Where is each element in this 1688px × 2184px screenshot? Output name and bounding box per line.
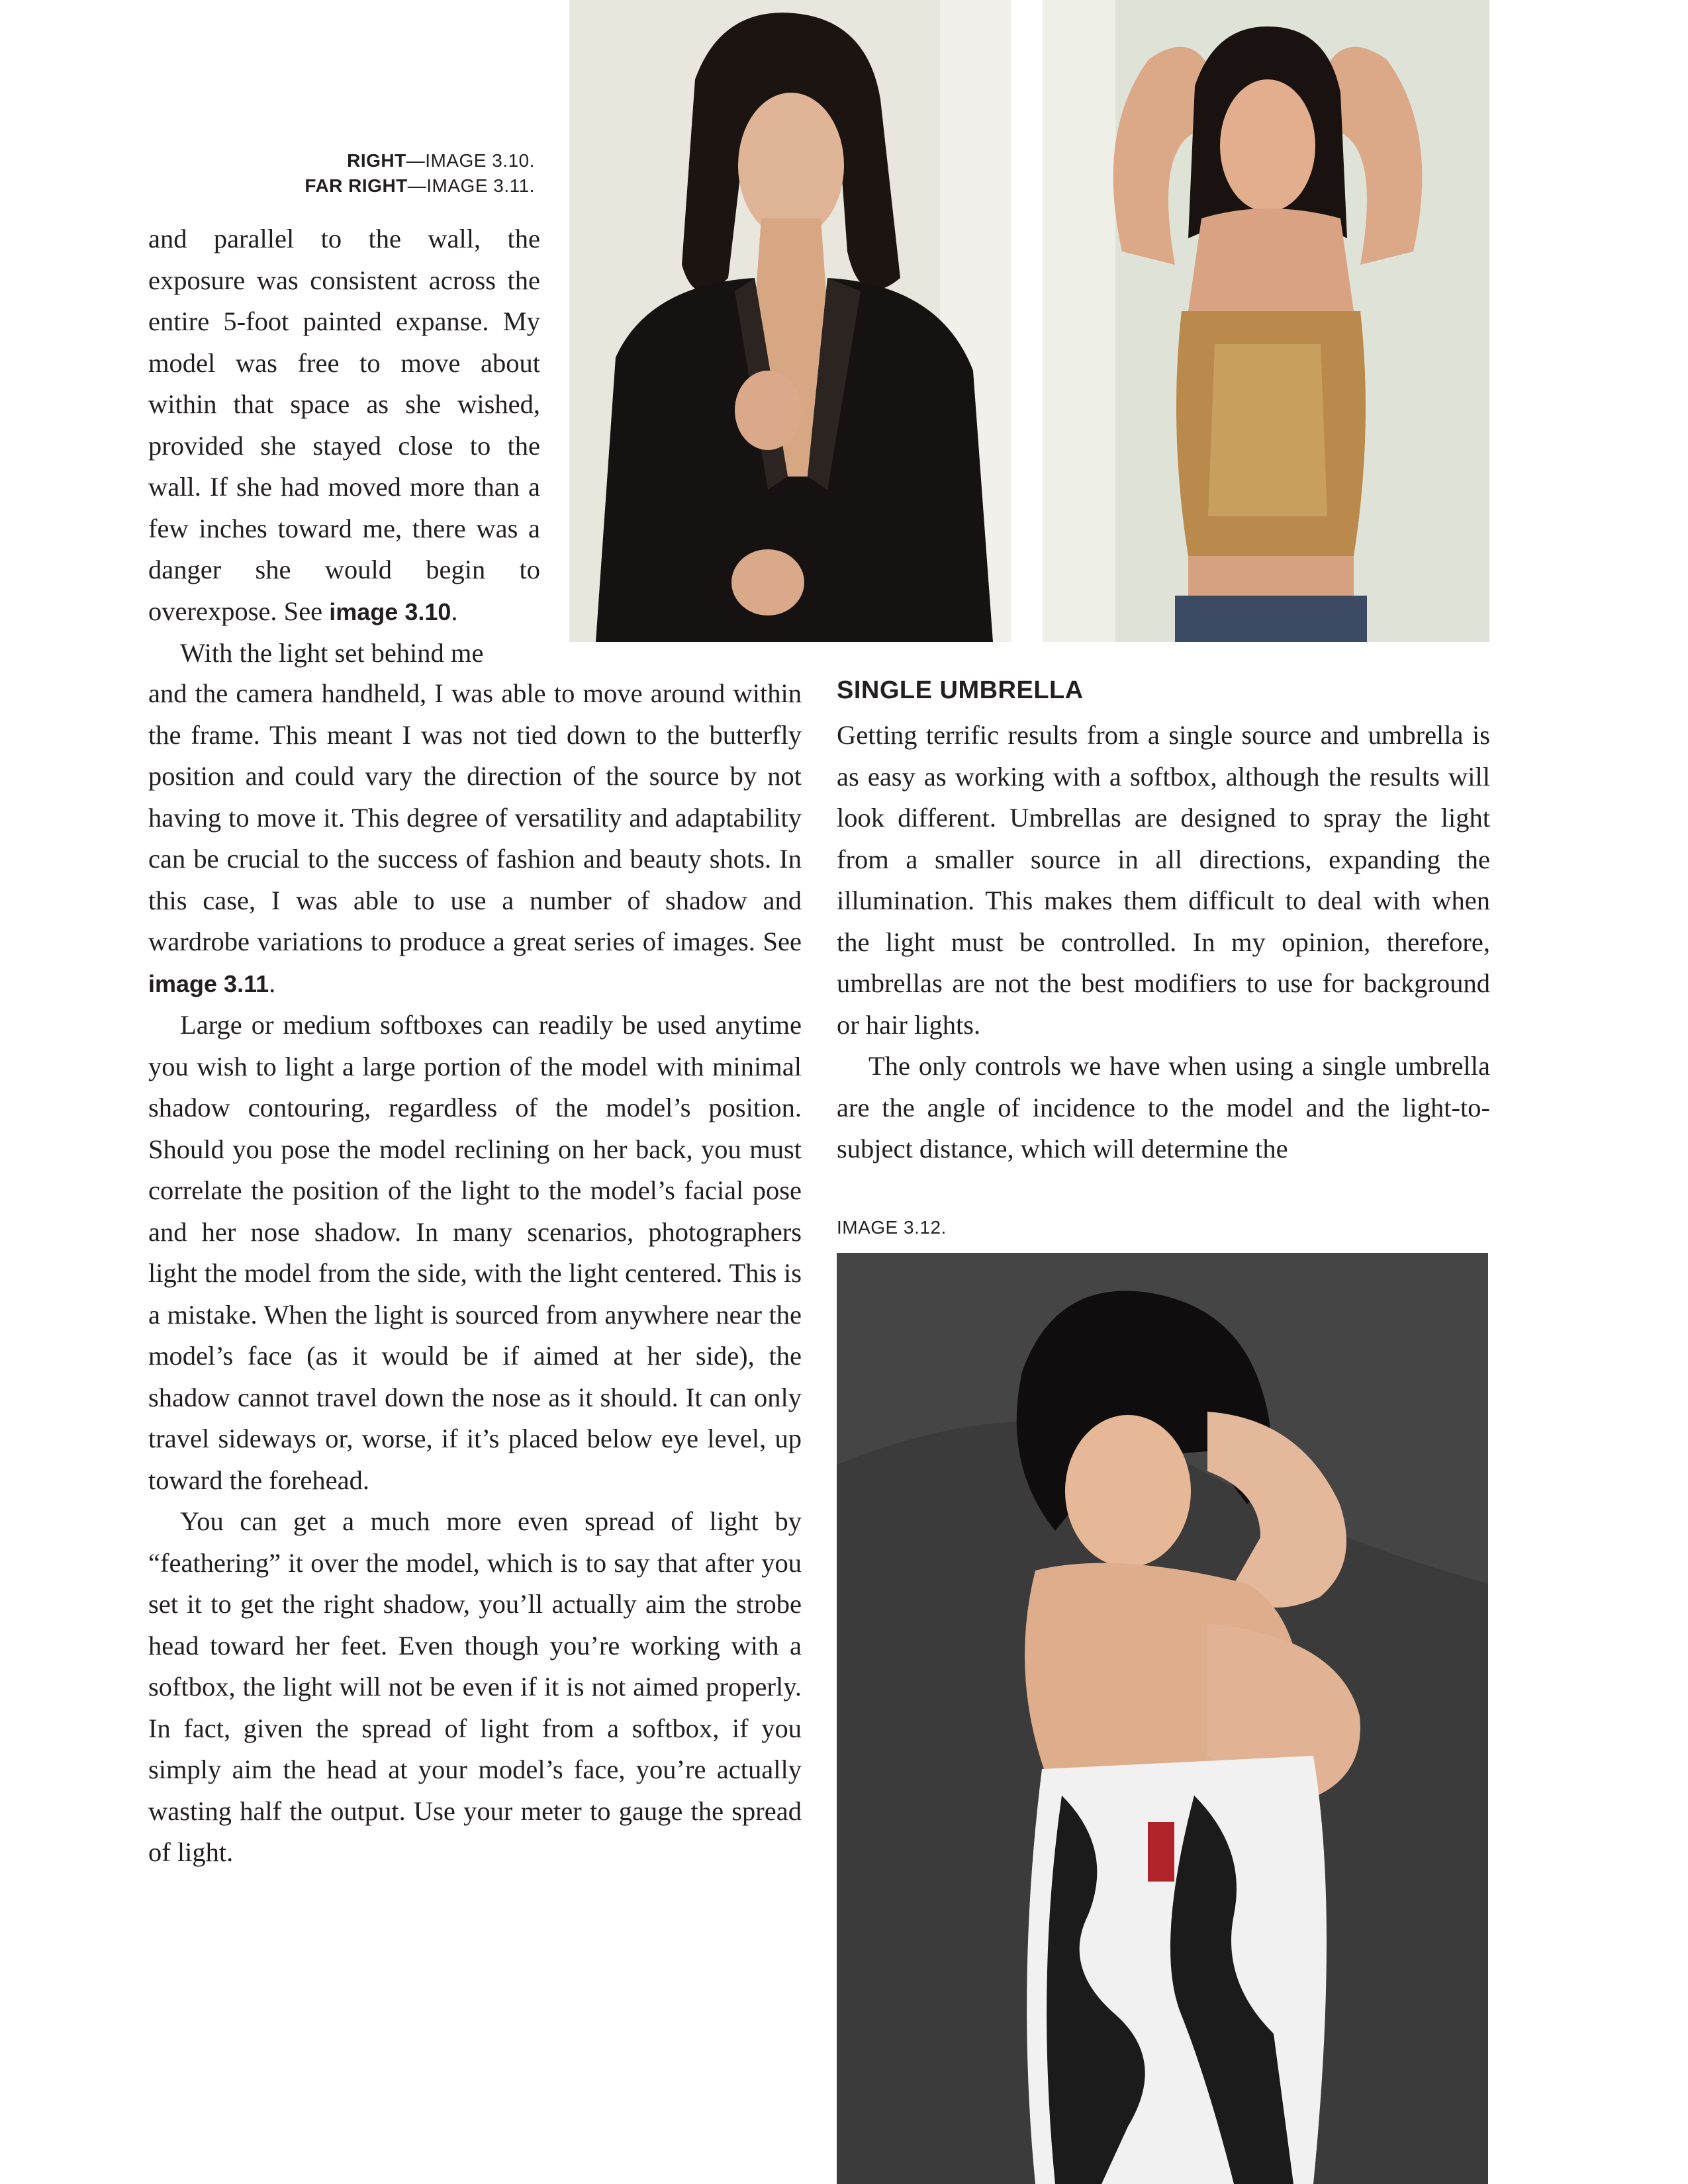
paragraph-1 xyxy=(148,218,540,633)
paragraph-2-rest-text: and the camera handheld, I was able to move around within the frame. This meant I was not tied down to the butterfly position and could vary the direction of the source by not having to move it. This degree of versatility and adaptability can be crucial to the success of fashion and beauty shots. In this case, I was able to use a number of shadow and wardrobe variations to produce a great series of images. See xyxy=(148,678,802,956)
paragraph-1-text: and parallel to the wall, the exposure was consistent across the entire 5-foot painted expanse. My model was free to move about within that space as she wished, provided she stayed close to the wall. If she had moved more than a few inches toward me, there was a danger she would begin to overexpose. See xyxy=(148,224,540,626)
left-column-wide xyxy=(148,673,802,1874)
caption-far-right-text: —IMAGE 3.11. xyxy=(407,175,535,196)
photo-image-3-12 xyxy=(837,1253,1488,2184)
paragraph-2-rest xyxy=(148,673,802,1005)
image-reference-3-11: image 3.11 xyxy=(148,970,269,997)
paragraph-2-end: . xyxy=(269,968,276,998)
caption-right-label: RIGHT xyxy=(347,150,406,171)
caption-far-right-label: FAR RIGHT xyxy=(305,175,408,196)
caption-image-3-12: IMAGE 3.12. xyxy=(837,1217,947,1238)
section-heading: SINGLE UMBRELLA xyxy=(837,676,1084,704)
caption-image-3-10 xyxy=(265,148,535,199)
paragraph-1-end: . xyxy=(451,596,458,626)
caption-right-text: —IMAGE 3.10. xyxy=(406,150,535,171)
umbrella-paragraph-1: Getting terrific results from a single source and umbrella is as easy as working with a softbox, although the results will look different. Umbrellas are designed to spray the light from a smaller source in all directions, expanding the illumination. This makes them difficult to deal with when the light must be controlled. In my opinion, therefore, umbrellas are not the best modifiers to use for background or hair lights. xyxy=(837,720,1490,1040)
left-column-narrow xyxy=(148,218,540,674)
right-column xyxy=(837,715,1490,1170)
paragraph-3: Large or medium softboxes can readily be used anytime you wish to light a large portion of the model with minimal shadow contouring, regardless of the model’s position. Should you pose the model reclining on her back, you must correlate the position of the light to the model’s facial pose and her nose shadow. In many scenarios, photographers light the model from the side, with the light centered. This is a mistake. When the light is sourced from anywhere near the model’s face (as it would be if aimed at her side), the shadow cannot travel down the nose as it should. It can only travel sideways or, worse, if it’s placed below eye level, up toward the forehead. xyxy=(148,1010,802,1495)
umbrella-paragraph-2: The only controls we have when using a single umbrella are the angle of incidence to the model and the light-to-subject distance, which will determine the xyxy=(837,1051,1490,1163)
paragraph-2-start: With the light set behind me xyxy=(180,638,484,668)
paragraph-4: You can get a much more even spread of light by “feathering” it over the model, which is to say that after you set it to get the right shadow, you’ll actually aim the strobe head toward her feet. Even though you’re working with a softbox, the light will not be even if it is not aimed properly. In fact, given the spread of light from a softbox, if you simply aim the head at your model’s face, you’re actually wasting half the output. Use your meter to gauge the spread of light. xyxy=(148,1506,802,1867)
image-reference-3-10: image 3.10 xyxy=(329,598,451,625)
photo-image-3-10 xyxy=(569,0,1011,642)
photo-image-3-11 xyxy=(1043,0,1489,642)
